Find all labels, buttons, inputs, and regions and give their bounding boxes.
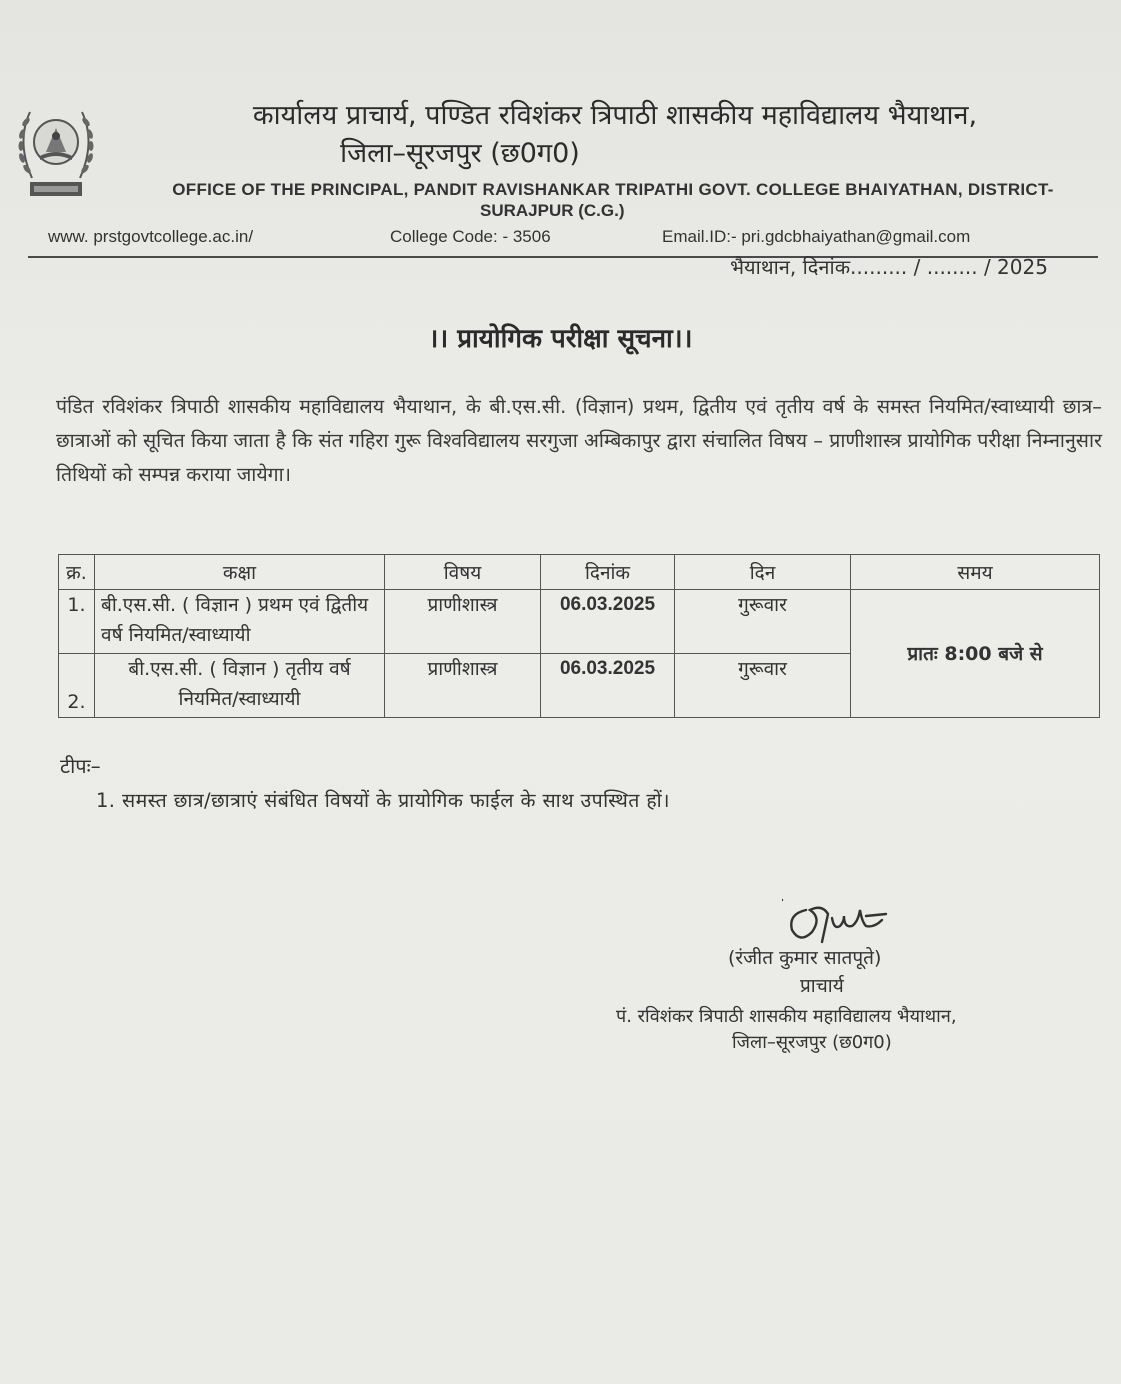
table-header-row (59, 555, 1100, 590)
signatory-college: पं. रविशंकर त्रिपाठी शासकीय महाविद्यालय भैयाथान, (616, 1006, 957, 1027)
principal-signature-icon (782, 896, 922, 948)
date-line: भैयाथान, दिनांक......... / ........ / 2025 (730, 255, 1048, 279)
row-day: गुरूवार (675, 654, 851, 718)
row-class: बी.एस.सी. ( विज्ञान ) तृतीय वर्ष नियमित/स्वाध्यायी (95, 654, 385, 718)
time-cell: प्रातः 8:00 बजे से (851, 590, 1100, 718)
district-english: SURAJPUR (C.G.) (480, 201, 625, 220)
row-date: 06.03.2025 (541, 654, 675, 718)
tip-label: टीपः– (60, 754, 101, 778)
row-day: गुरूवार (675, 590, 851, 654)
row-subject: प्राणीशास्त्र (385, 654, 541, 718)
website-link[interactable]: www. prstgovtcollege.ac.in/ (48, 227, 254, 246)
row-sn: 1. (59, 590, 95, 654)
district-hindi: जिला–सूरजपुर (छ0ग0) (340, 138, 580, 169)
header-subject: विषय (385, 555, 541, 590)
header-date: दिनांक (541, 555, 675, 590)
signatory-designation: प्राचार्य (800, 975, 844, 997)
signatory-district: जिला–सूरजपुर (छ0ग0) (732, 1032, 892, 1053)
office-title-english: OFFICE OF THE PRINCIPAL, PANDIT RAVISHANKAR TRIPATHI GOVT. COLLEGE BHAIYATHAN, DISTRICT- (172, 180, 1054, 199)
signatory-name: (रंजीत कुमार सातपूते) (728, 947, 882, 969)
row-class: बी.एस.सी. ( विज्ञान ) प्रथम एवं द्वितीय वर्ष नियमित/स्वाध्यायी (95, 590, 385, 654)
row-sn: 2. (59, 654, 95, 718)
header-class: कक्षा (95, 555, 385, 590)
notice-title: ।। प्रायोगिक परीक्षा सूचना।। (428, 324, 693, 354)
header-day: दिन (675, 555, 851, 590)
college-logo-icon (10, 92, 102, 204)
notice-body: पंडित रविशंकर त्रिपाठी शासकीय महाविद्यालय भैयाथान, के बी.एस.सी. (विज्ञान) प्रथम, द्वितीय एवं तृतीय वर्ष के समस्त नियमित/स्वाध्यायी छात्र–छात्राओं को सूचित किया जाता है कि संत गहिरा गुरू विश्वविद्यालय सरगुजा अम्बिकापुर द्वारा संचालित विषय – प्राणीशास्त्र प्रायोगिक परीक्षा निम्नानुसार तिथियों को सम्पन्न कराया जायेगा। (56, 395, 1102, 486)
header-time: समय (851, 555, 1100, 590)
contact-row (48, 227, 1048, 251)
table-row (59, 590, 1100, 654)
college-code: College Code: - 3506 (390, 227, 551, 246)
row-date: 06.03.2025 (541, 590, 675, 654)
email-link[interactable]: Email.ID:- pri.gdcbhaiyathan@gmail.com (662, 227, 971, 246)
row-subject: प्राणीशास्त्र (385, 590, 541, 654)
tip-item: 1. समस्त छात्र/छात्राएं संबंधित विषयों के प्रायोगिक फाईल के साथ उपस्थित हों। (96, 789, 670, 812)
office-title-hindi: कार्यालय प्राचार्य, पण्डित रविशंकर त्रिपाठी शासकीय महाविद्यालय भैयाथान, (252, 100, 978, 131)
header-sn: क्र. (59, 555, 95, 590)
exam-schedule-table (58, 554, 1100, 718)
